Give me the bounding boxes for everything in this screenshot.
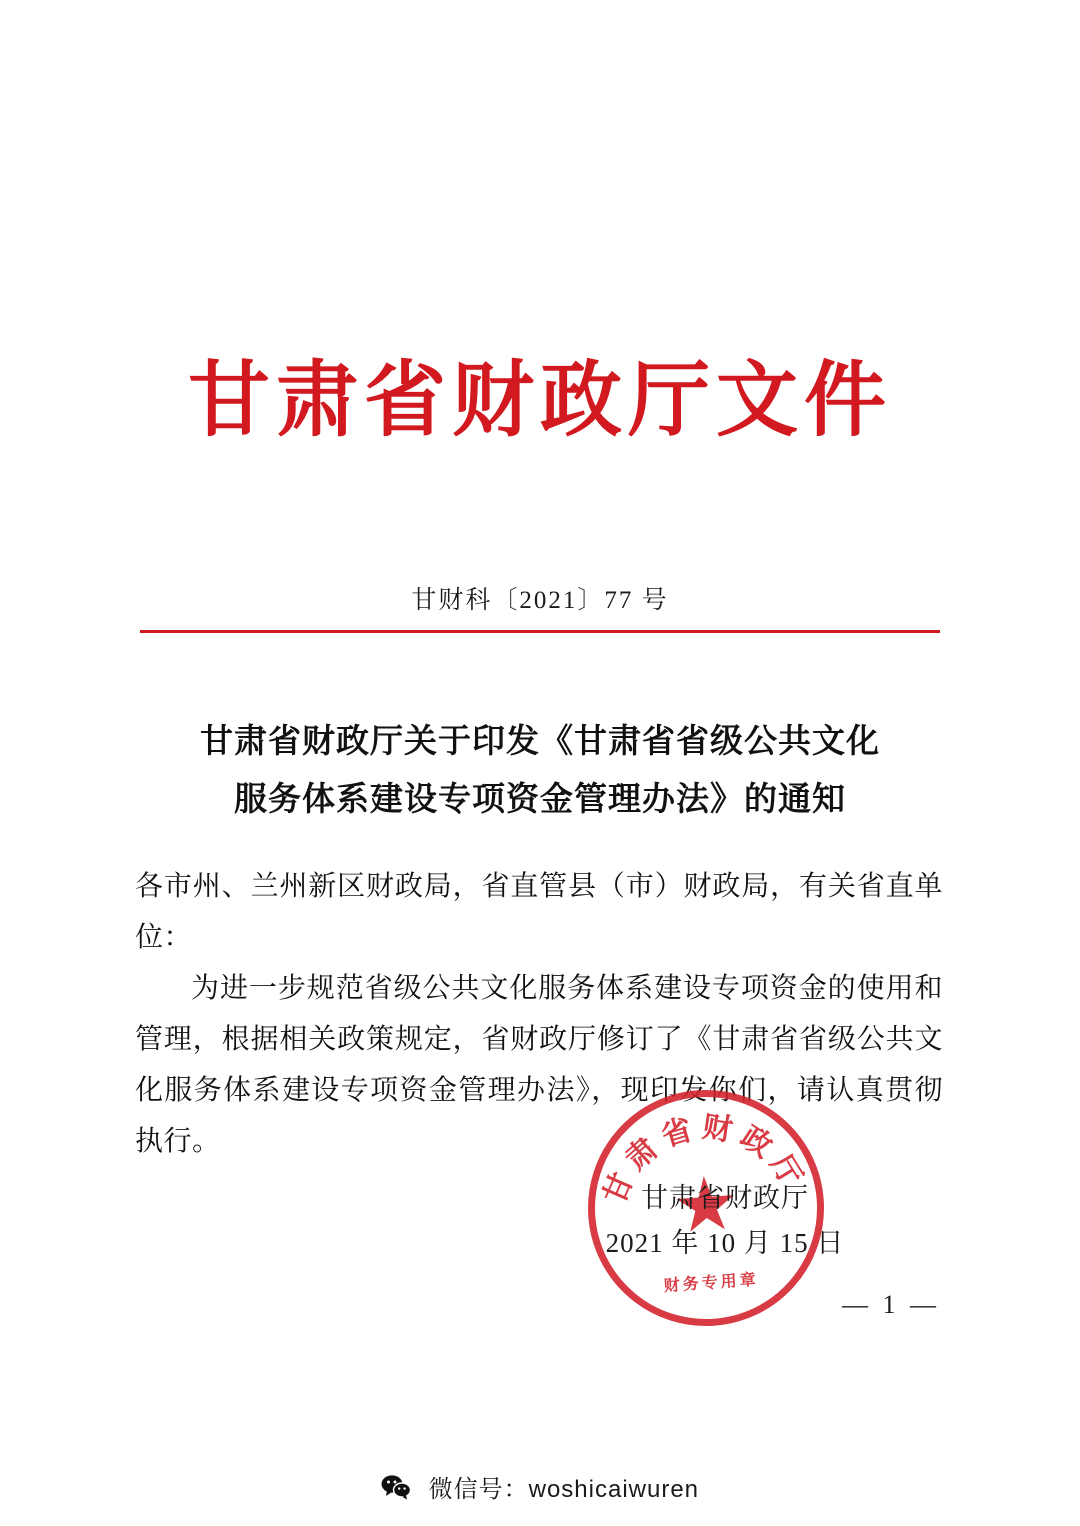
red-divider: [140, 630, 940, 633]
page-title: [130, 712, 950, 828]
body-paragraph-1: 为进一步规范省级公共文化服务体系建设专项资金的使用和管理，根据相关政策规定，省财政厅修订了《甘肃省省级公共文化服务体系建设专项资金管理办法》，现印发你们，请认真贯彻执行。: [135, 972, 943, 1157]
salutation: 各市州、兰州新区财政局，省直管县（市）财政局，有关省直单位：: [135, 871, 943, 953]
document-number: 甘财科〔2021〕77 号: [411, 587, 669, 614]
svg-text:甘肃省财政厅: 甘肃省财政厅: [596, 1109, 813, 1210]
seal-bottom-text: 财务专用章: [663, 1271, 760, 1296]
footer-wechat-id: 微信号：woshicaiwuren: [428, 1476, 700, 1503]
footer-watermark: [0, 1469, 1080, 1504]
page-title-line-2: 服务体系建设专项资金管理办法》的通知: [234, 778, 846, 818]
signature-date: 2021 年 10 月 15 日: [605, 1227, 845, 1258]
wechat-icon: [381, 1474, 411, 1500]
letterhead: [0, 352, 1080, 448]
signer-name: 甘肃省财政厅: [641, 1183, 809, 1213]
document-body: [135, 862, 943, 1168]
page-title-line-1: 甘肃省财政厅关于印发《甘肃省省级公共文化: [200, 721, 880, 760]
letterhead-title: 甘肃省财政厅文件: [187, 352, 892, 448]
signature-block: [560, 1176, 890, 1265]
page-number: — 1 —: [842, 1290, 940, 1319]
